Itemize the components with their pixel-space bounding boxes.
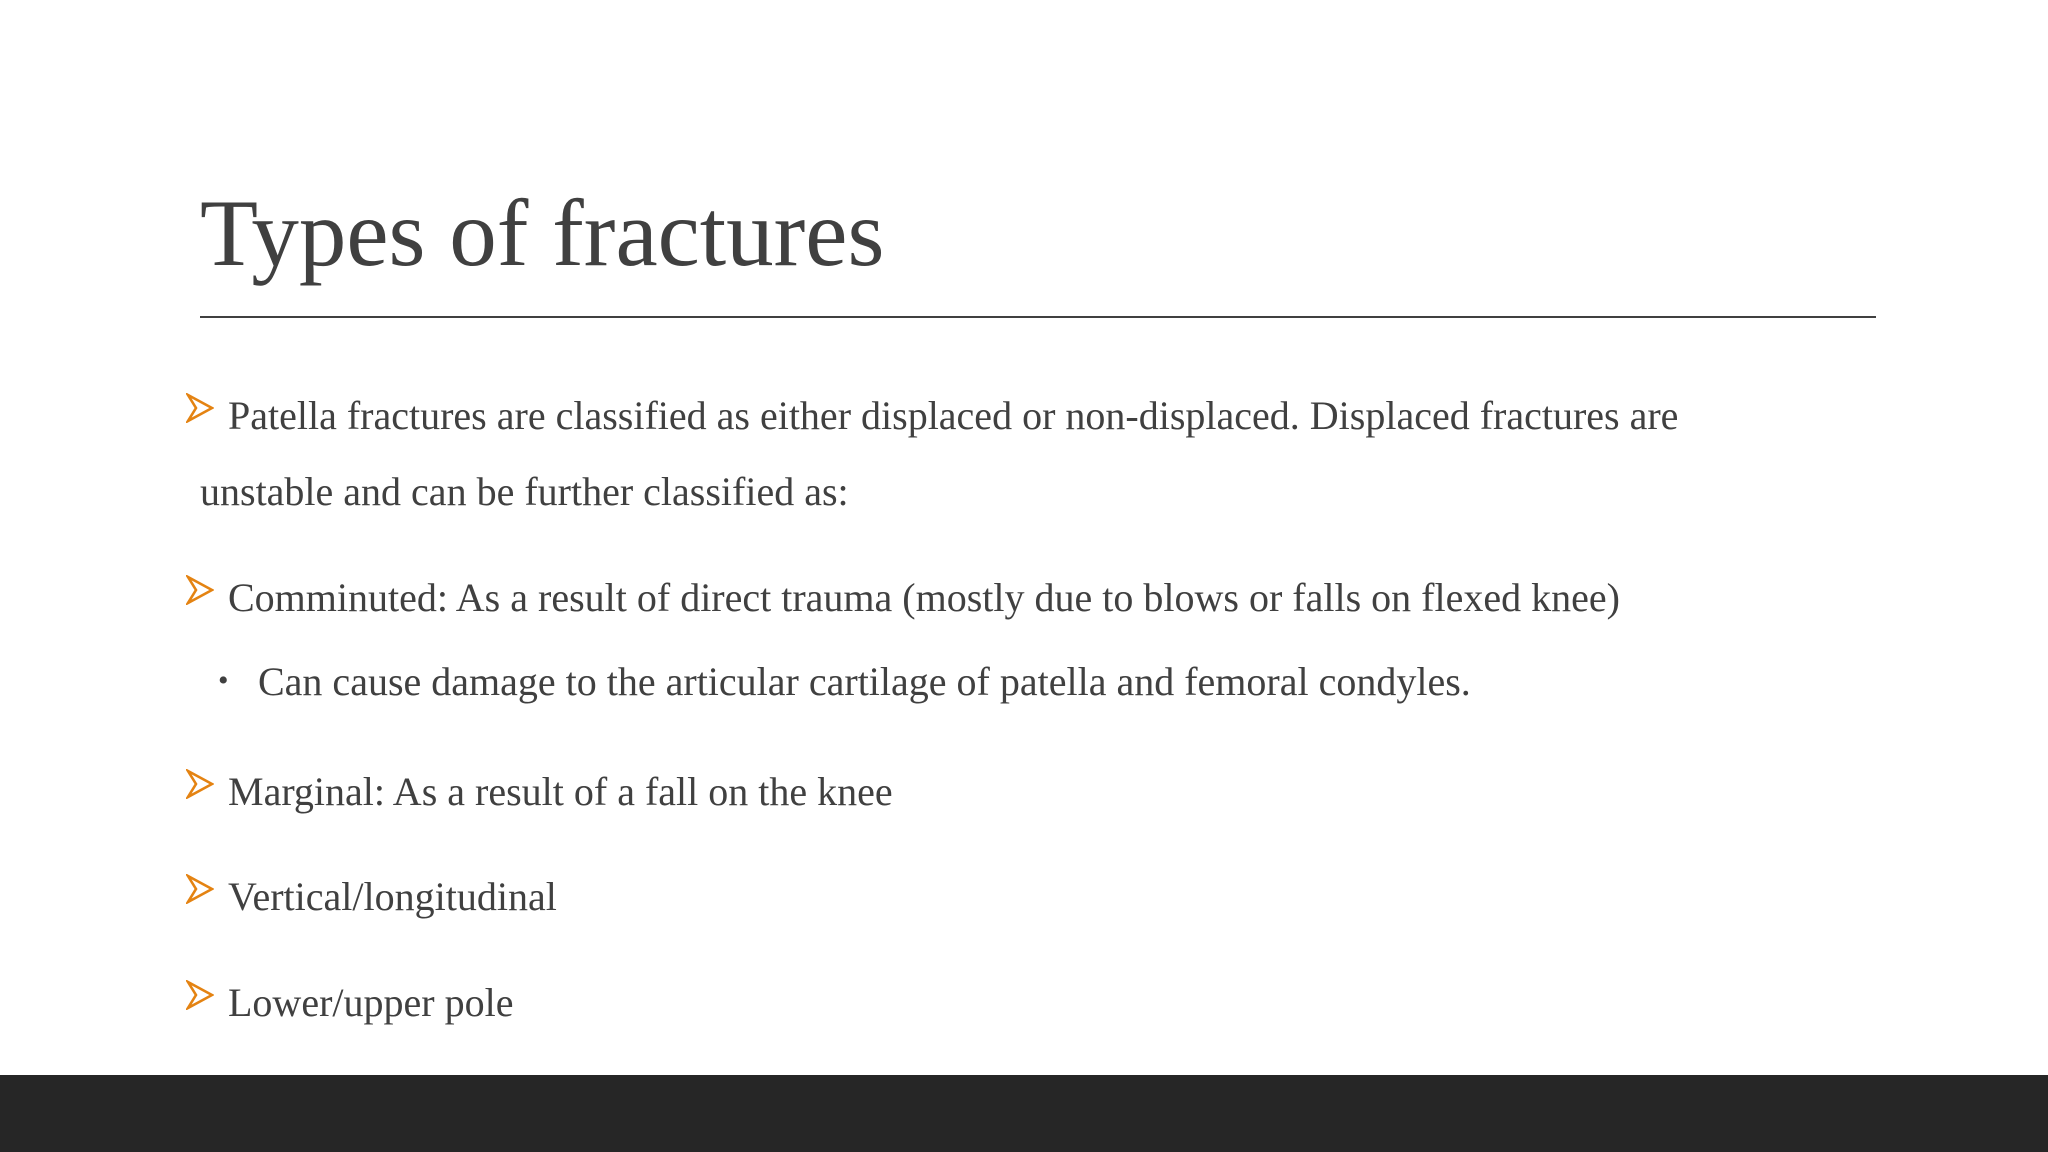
arrow-bullet-icon <box>186 980 214 1010</box>
slide-title: Types of fractures <box>200 180 885 286</box>
arrow-bullet-icon <box>186 769 214 799</box>
footer-bar <box>0 1075 2048 1152</box>
list-item-cartilage-damage: Can cause damage to the articular cartilage of patella and femoral condyles. <box>258 659 1471 704</box>
intro-line-1 <box>228 378 1678 454</box>
list-item-vertical: Vertical/longitudinal <box>228 874 557 919</box>
arrow-bullet-icon <box>186 874 214 904</box>
dot-bullet: • <box>218 664 229 697</box>
arrow-bullet-icon <box>186 575 214 605</box>
list-item-marginal: Marginal: As a result of a fall on the knee <box>228 769 893 814</box>
intro-line-2 <box>200 454 849 530</box>
arrow-bullet-icon <box>186 393 214 423</box>
intro-text-line-1: Patella fractures are classified as either displaced or non-displaced. Displaced fractures are <box>228 393 1679 438</box>
list-item-comminuted: Comminuted: As a result of direct trauma (mostly due to blows or falls on flexed knee) <box>228 575 1620 620</box>
list-item-pole: Lower/upper pole <box>228 980 514 1025</box>
intro-text-line-2: unstable and can be further classified as: <box>200 469 849 514</box>
